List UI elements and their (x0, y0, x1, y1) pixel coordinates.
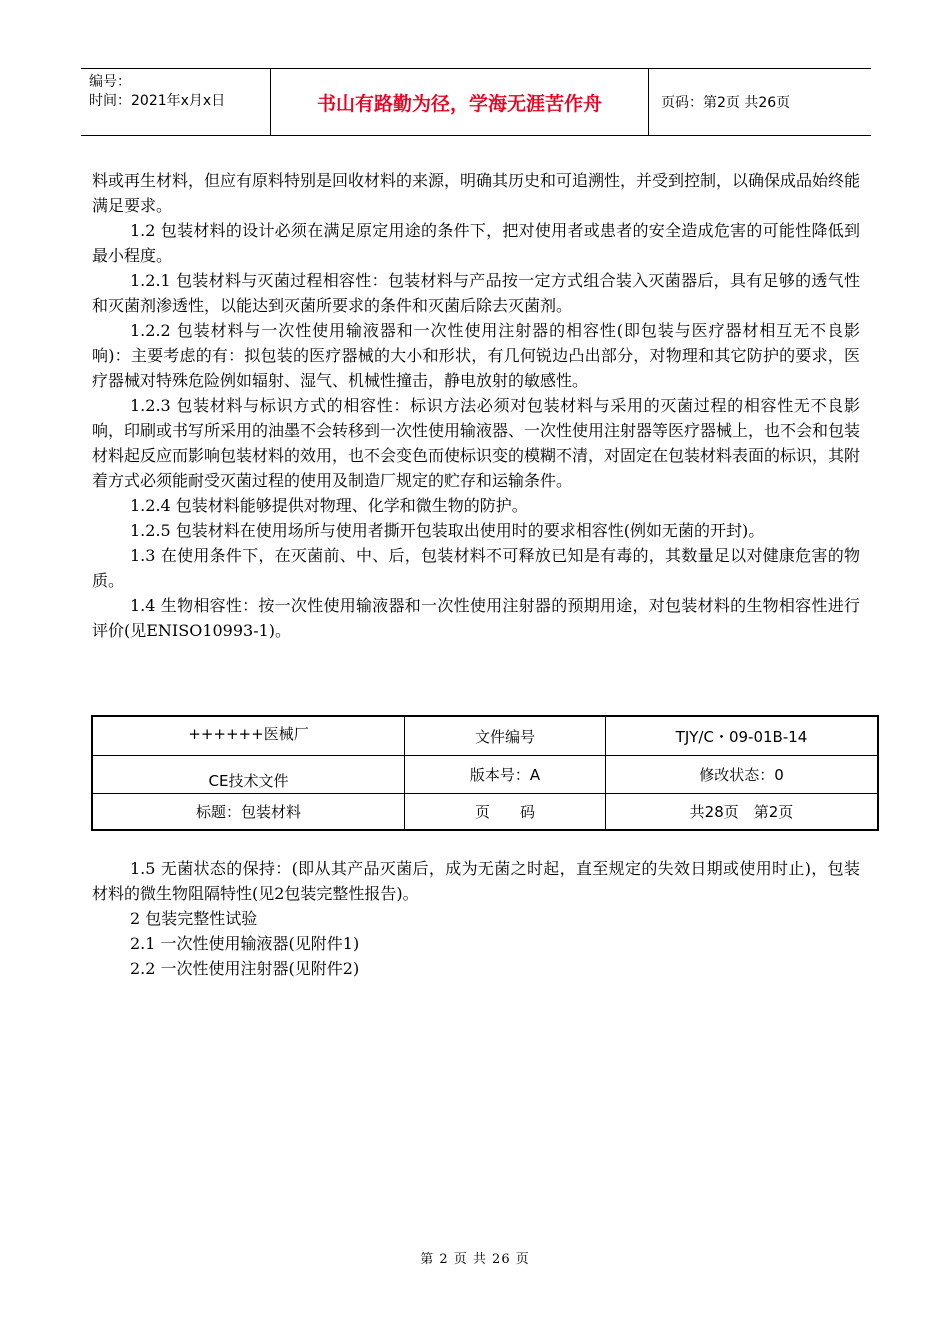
paragraph: 1.3 在使用条件下，在灭菌前、中、后，包装材料不可释放已知是有毒的，其数量足以对健康危害的物质。 (92, 546, 860, 590)
paragraph: 1.2.5 包装材料在使用场所与使用者撕开包装取出使用时的要求相容性(例如无菌的开封)。 (130, 521, 765, 540)
page-label: 页 码 (405, 794, 606, 830)
paragraph: 料或再生材料，但应有原料特别是回收材料的来源，明确其历史和可追溯性，并受到控制，以确保成品始终能满足要求。 (92, 171, 861, 215)
paragraph: 1.2.2 包装材料与一次性使用输液器和一次性使用注射器的相容性(即包装与医疗器材相互无不良影响)：主要考虑的有：拟包装的医疗器械的大小和形状，有几何锐边凸出部分，对物理和其它防护的要求，医疗器械对特殊危险例如辐射、湿气、机械性撞击，静电放射的敏感性。 (92, 321, 860, 390)
paragraph: 1.4 生物相容性：按一次性使用输液器和一次性使用注射器的预期用途，对包装材料的生物相容性进行评价(见ENISO10993-1)。 (92, 596, 860, 640)
page-value: 共28页 第2页 (606, 794, 879, 830)
paragraph: 1.2.4 包装材料能够提供对物理、化学和微生物的防护。 (130, 496, 528, 515)
company-name: ++++++医械厂 (92, 716, 405, 756)
paragraph: 1.2.3 包装材料与标识方式的相容性：标识方法必须对包装材料与采用的灭菌过程的相容性无不良影响，印刷或书写所采用的油墨不会转移到一次性使用输液器、一次性使用注射器等医疗器械上，也不会和包装材料起反应而影响包装材料的效用，也不会变色而使标识变的模糊不清，对固定在包装材料表面的标识，其附着方式必须能耐受灭菌过程的使用及制造厂规定的贮存和运输条件。 (92, 396, 861, 490)
doc-type: CE技术文件 (92, 756, 405, 794)
paragraph: 2.2 一次性使用注射器(见附件2) (130, 959, 360, 978)
document-info-table (91, 715, 879, 831)
doc-title: 标题：包装材料 (92, 794, 405, 830)
paragraph: 1.5 无菌状态的保持：(即从其产品灭菌后，成为无菌之时起，直至规定的失效日期或使用时止)，包装材料的微生物阻隔特性(见2包装完整性报告)。 (92, 859, 860, 903)
file-no-value: TJY/C・09-01B-14 (606, 716, 879, 756)
date-line: 时间：2021年x月x日 (89, 93, 226, 109)
body-text (92, 168, 860, 643)
version-cell: 版本号：A (405, 756, 606, 794)
paragraph: 1.2.1 包装材料与灭菌过程相容性：包装材料与产品按一定方式组合装入灭菌器后，具有足够的透气性和灭菌剂渗透性，以能达到灭菌所要求的条件和灭菌后除去灭菌剂。 (92, 271, 860, 315)
paragraph: 1.2 包装材料的设计必须在满足原定用途的条件下，把对使用者或患者的安全造成危害的可能性降低到最小程度。 (92, 221, 860, 265)
header-motto: 书山有路勤为径，学海无涯苦作舟 (271, 69, 649, 135)
paragraph: 2 包装完整性试验 (130, 909, 258, 928)
page-header (81, 68, 871, 136)
header-page-info: 页码：第2页 共26页 (661, 95, 791, 111)
page-footer: 第 2 页 共 26 页 (420, 1252, 530, 1267)
paragraph: 2.1 一次性使用输液器(见附件1) (130, 934, 360, 953)
body-text-continued (92, 856, 860, 981)
code-label: 编号： (89, 74, 131, 90)
revision-cell: 修改状态：0 (606, 756, 879, 794)
file-no-label: 文件编号 (405, 716, 606, 756)
header-left (81, 69, 271, 135)
